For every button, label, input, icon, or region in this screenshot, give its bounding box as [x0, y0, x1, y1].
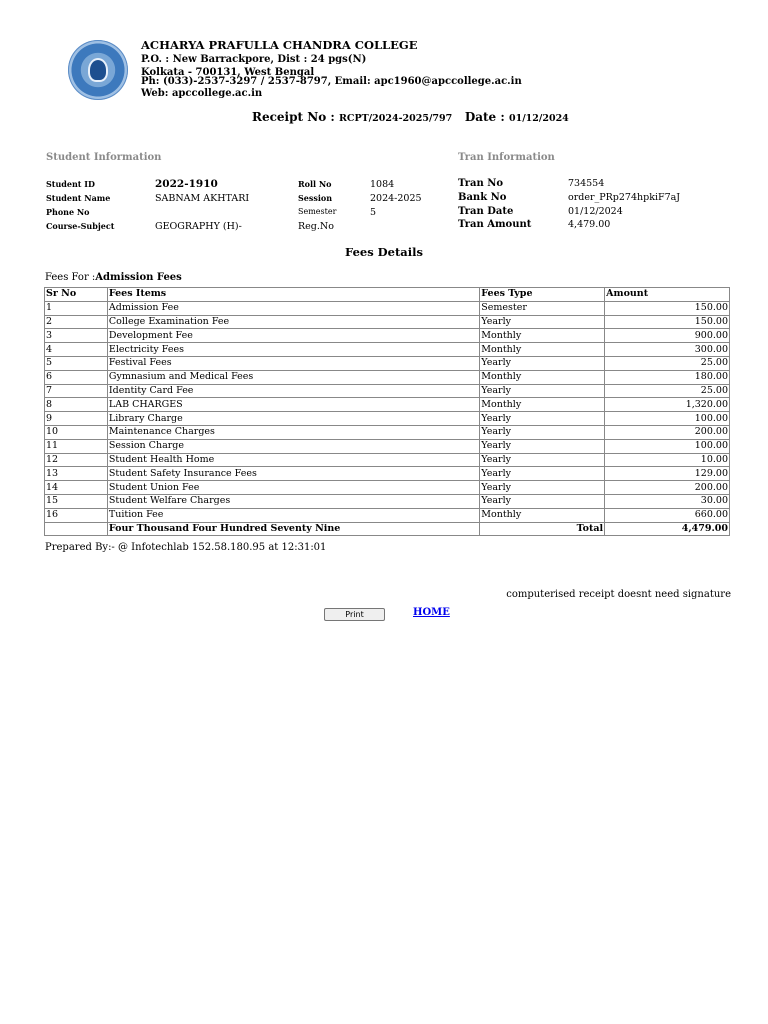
fee-amount: 30.00 — [605, 494, 730, 508]
fee-type: Semester — [480, 301, 605, 315]
fee-type: Monthly — [480, 343, 605, 357]
fee-sr-no: 14 — [45, 481, 108, 495]
fees-table-header — [45, 288, 730, 302]
student-id-value: 2022-1910 — [155, 178, 218, 190]
session-label: Session — [298, 193, 333, 203]
fee-row — [45, 329, 730, 343]
fees-for-value: Admission Fees — [95, 272, 182, 283]
fee-item: Library Charge — [107, 412, 479, 426]
fee-item: Development Fee — [107, 329, 479, 343]
fee-type: Yearly — [480, 384, 605, 398]
fee-item: Student Union Fee — [107, 481, 479, 495]
tran-amount-label: Tran Amount — [458, 219, 532, 230]
fee-row — [45, 343, 730, 357]
fee-type: Yearly — [480, 439, 605, 453]
fee-sr-no: 12 — [45, 453, 108, 467]
student-id-label: Student ID — [46, 179, 95, 189]
fee-row — [45, 494, 730, 508]
fee-type: Yearly — [480, 356, 605, 370]
fee-amount: 150.00 — [605, 315, 730, 329]
signature-note: computerised receipt doesnt need signature — [506, 589, 731, 600]
receipt-date-value: 01/12/2024 — [508, 113, 569, 124]
bank-no-value: order_PRp274hpkiF7aJ — [568, 192, 681, 203]
college-logo — [68, 40, 128, 100]
total-row — [45, 522, 730, 536]
tran-no-value: 734554 — [568, 178, 605, 189]
fee-sr-no: 7 — [45, 384, 108, 398]
fee-item: Student Health Home — [107, 453, 479, 467]
fee-item: Student Welfare Charges — [107, 494, 479, 508]
tran-date-value: 01/12/2024 — [568, 206, 623, 217]
fee-amount: 150.00 — [605, 301, 730, 315]
total-label: Total — [480, 522, 605, 536]
student-name-label: Student Name — [46, 193, 111, 203]
tran-no-label: Tran No — [458, 178, 504, 189]
fee-row — [45, 398, 730, 412]
fees-for — [45, 272, 182, 283]
fee-row — [45, 315, 730, 329]
college-name: ACHARYA PRAFULLA CHANDRA COLLEGE — [141, 38, 418, 52]
fee-amount: 300.00 — [605, 343, 730, 357]
fee-item: Gymnasium and Medical Fees — [107, 370, 479, 384]
fee-row — [45, 370, 730, 384]
fee-row — [45, 508, 730, 522]
student-info-title: Student Information — [46, 152, 162, 163]
fee-row — [45, 412, 730, 426]
tran-info-title: Tran Information — [458, 152, 555, 163]
fee-sr-no: 9 — [45, 412, 108, 426]
fee-type: Monthly — [480, 398, 605, 412]
college-address-line-2: Kolkata - 700131, West Bengal — [141, 67, 315, 78]
fee-row — [45, 301, 730, 315]
fee-type: Yearly — [480, 481, 605, 495]
fee-row — [45, 481, 730, 495]
fee-type: Monthly — [480, 508, 605, 522]
fee-amount: 100.00 — [605, 412, 730, 426]
receipt-date-label: Date : — [464, 110, 505, 124]
fee-sr-no: 10 — [45, 425, 108, 439]
fee-amount: 200.00 — [605, 481, 730, 495]
fees-for-label: Fees For : — [45, 272, 96, 283]
fee-item: Admission Fee — [107, 301, 479, 315]
course-subject-value: GEOGRAPHY (H)- — [155, 221, 242, 232]
fee-item: College Examination Fee — [107, 315, 479, 329]
fees-details-title: Fees Details — [345, 245, 423, 259]
fee-item: Session Charge — [107, 439, 479, 453]
phone-label: Phone No — [46, 207, 90, 217]
fee-item: LAB CHARGES — [107, 398, 479, 412]
fee-type: Monthly — [480, 329, 605, 343]
fees-table — [44, 287, 730, 536]
fee-sr-no: 13 — [45, 467, 108, 481]
bank-no-label: Bank No — [458, 192, 507, 203]
fee-amount: 180.00 — [605, 370, 730, 384]
tran-amount-value: 4,479.00 — [568, 219, 611, 230]
fee-amount: 129.00 — [605, 467, 730, 481]
col-fees-items: Fees Items — [107, 288, 479, 302]
fee-sr-no: 16 — [45, 508, 108, 522]
fee-type: Yearly — [480, 453, 605, 467]
col-fees-type: Fees Type — [480, 288, 605, 302]
semester-value: 5 — [370, 207, 377, 218]
fee-type: Yearly — [480, 315, 605, 329]
fee-item: Identity Card Fee — [107, 384, 479, 398]
session-value: 2024-2025 — [370, 193, 422, 204]
fee-row — [45, 356, 730, 370]
fee-type: Monthly — [480, 370, 605, 384]
fee-row — [45, 384, 730, 398]
roll-no-label: Roll No — [298, 179, 332, 189]
fee-item: Tuition Fee — [107, 508, 479, 522]
fee-amount: 25.00 — [605, 384, 730, 398]
fee-item: Festival Fees — [107, 356, 479, 370]
fee-amount: 1,320.00 — [605, 398, 730, 412]
fee-amount: 25.00 — [605, 356, 730, 370]
print-button[interactable]: Print — [324, 608, 385, 621]
fee-amount: 100.00 — [605, 439, 730, 453]
col-sr-no: Sr No — [45, 288, 108, 302]
fee-item: Student Safety Insurance Fees — [107, 467, 479, 481]
fee-type: Yearly — [480, 425, 605, 439]
home-link[interactable]: HOME — [413, 607, 450, 618]
fee-type: Yearly — [480, 467, 605, 481]
fee-amount: 900.00 — [605, 329, 730, 343]
receipt-no-label: Receipt No : — [252, 110, 335, 124]
fee-sr-no: 4 — [45, 343, 108, 357]
fee-sr-no: 1 — [45, 301, 108, 315]
course-subject-label: Course-Subject — [46, 221, 115, 231]
fee-sr-no: 3 — [45, 329, 108, 343]
semester-label: Semester — [298, 207, 337, 216]
fee-row — [45, 453, 730, 467]
fee-row — [45, 439, 730, 453]
fee-amount: 660.00 — [605, 508, 730, 522]
tran-date-label: Tran Date — [458, 206, 514, 217]
roll-no-value: 1084 — [370, 179, 395, 190]
student-name-value: SABNAM AKHTARI — [155, 193, 250, 204]
college-contact: Ph: (033)-2537-3297 / 2537-8797, Email: apc1960@apccollege.ac.in — [141, 76, 522, 87]
fee-row — [45, 425, 730, 439]
college-web: Web: apccollege.ac.in — [141, 88, 263, 99]
fee-sr-no: 11 — [45, 439, 108, 453]
fee-amount: 10.00 — [605, 453, 730, 467]
fee-sr-no: 5 — [45, 356, 108, 370]
college-address-line-1: P.O. : New Barrackpore, Dist : 24 pgs(N) — [141, 54, 367, 65]
total-words: Four Thousand Four Hundred Seventy Nine — [107, 522, 479, 536]
fee-sr-no: 2 — [45, 315, 108, 329]
receipt-line — [252, 110, 569, 124]
fee-item: Maintenance Charges — [107, 425, 479, 439]
fee-sr-no: 8 — [45, 398, 108, 412]
fee-amount: 200.00 — [605, 425, 730, 439]
fee-row — [45, 467, 730, 481]
col-amount: Amount — [605, 288, 730, 302]
fee-type: Yearly — [480, 494, 605, 508]
reg-no-label: Reg.No — [298, 221, 334, 232]
fee-type: Yearly — [480, 412, 605, 426]
fee-sr-no: 15 — [45, 494, 108, 508]
total-value: 4,479.00 — [605, 522, 730, 536]
fee-sr-no: 6 — [45, 370, 108, 384]
fee-item: Electricity Fees — [107, 343, 479, 357]
prepared-by: Prepared By:- @ Infotechlab 152.58.180.95 at 12:31:01 — [45, 542, 327, 553]
receipt-no-value: RCPT/2024-2025/797 — [339, 113, 453, 124]
